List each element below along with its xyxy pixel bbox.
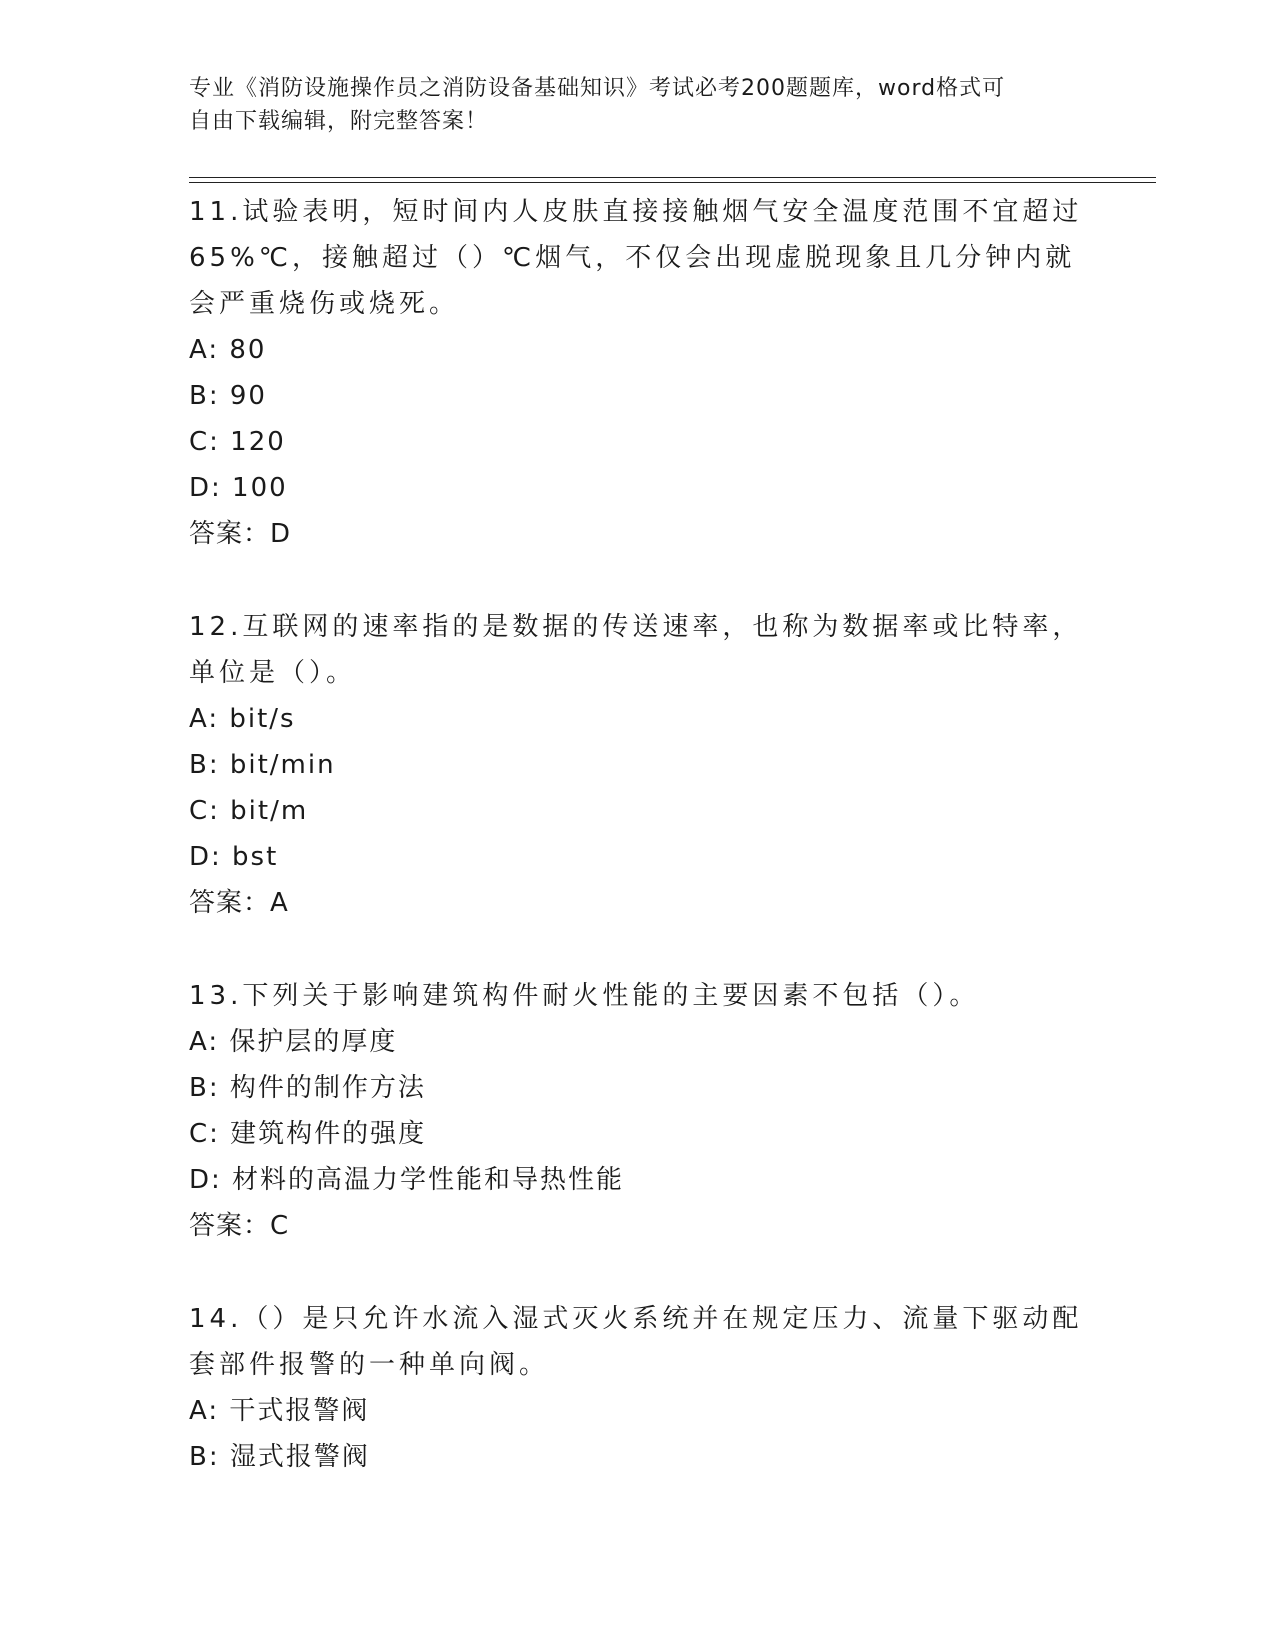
document-header: [189, 72, 1089, 138]
answer-line: 答案：D: [189, 519, 292, 549]
header-line-1: 专业《消防设施操作员之消防设备基础知识》考试必考200题题库，word格式可: [189, 76, 1006, 101]
option-d: D: bst: [189, 842, 279, 872]
question-14: [189, 1296, 1089, 1480]
option-a: A: 80: [189, 335, 267, 365]
answer-line: 答案：C: [189, 1211, 290, 1241]
header-divider-bottom: [189, 182, 1156, 183]
question-stem: 12.互联网的速率指的是数据的传送速率，也称为数据率或比特率，单位是（）。: [189, 612, 1083, 688]
option-c: C: 120: [189, 427, 286, 457]
option-b: B: bit/min: [189, 750, 336, 780]
header-divider-top: [189, 177, 1156, 178]
question-stem: 11.试验表明，短时间内人皮肤直接接触烟气安全温度范围不宜超过65%℃，接触超过（）℃烟气，不仅会出现虚脱现象且几分钟内就会严重烧伤或烧死。: [189, 197, 1083, 319]
option-c: C: 建筑构件的强度: [189, 1119, 427, 1149]
option-a: A: 干式报警阀: [189, 1396, 370, 1426]
option-c: C: bit/m: [189, 796, 309, 826]
option-d: D: 材料的高温力学性能和导热性能: [189, 1165, 625, 1195]
option-b: B: 湿式报警阀: [189, 1442, 370, 1472]
question-11: [189, 189, 1089, 557]
option-b: B: 构件的制作方法: [189, 1073, 426, 1103]
option-a: A: 保护层的厚度: [189, 1027, 398, 1057]
question-12: [189, 604, 1089, 926]
header-line-2: 自由下载编辑，附完整答案！: [189, 109, 489, 134]
question-13: [189, 973, 1089, 1249]
option-a: A: bit/s: [189, 704, 296, 734]
question-list: [189, 189, 1089, 1527]
question-stem: 13.下列关于影响建筑构件耐火性能的主要因素不包括（）。: [189, 981, 980, 1011]
question-stem: 14.（）是只允许水流入湿式灭火系统并在规定压力、流量下驱动配套部件报警的一种单向阀。: [189, 1304, 1083, 1380]
answer-line: 答案：A: [189, 888, 289, 918]
option-b: B: 90: [189, 381, 267, 411]
option-d: D: 100: [189, 473, 288, 503]
